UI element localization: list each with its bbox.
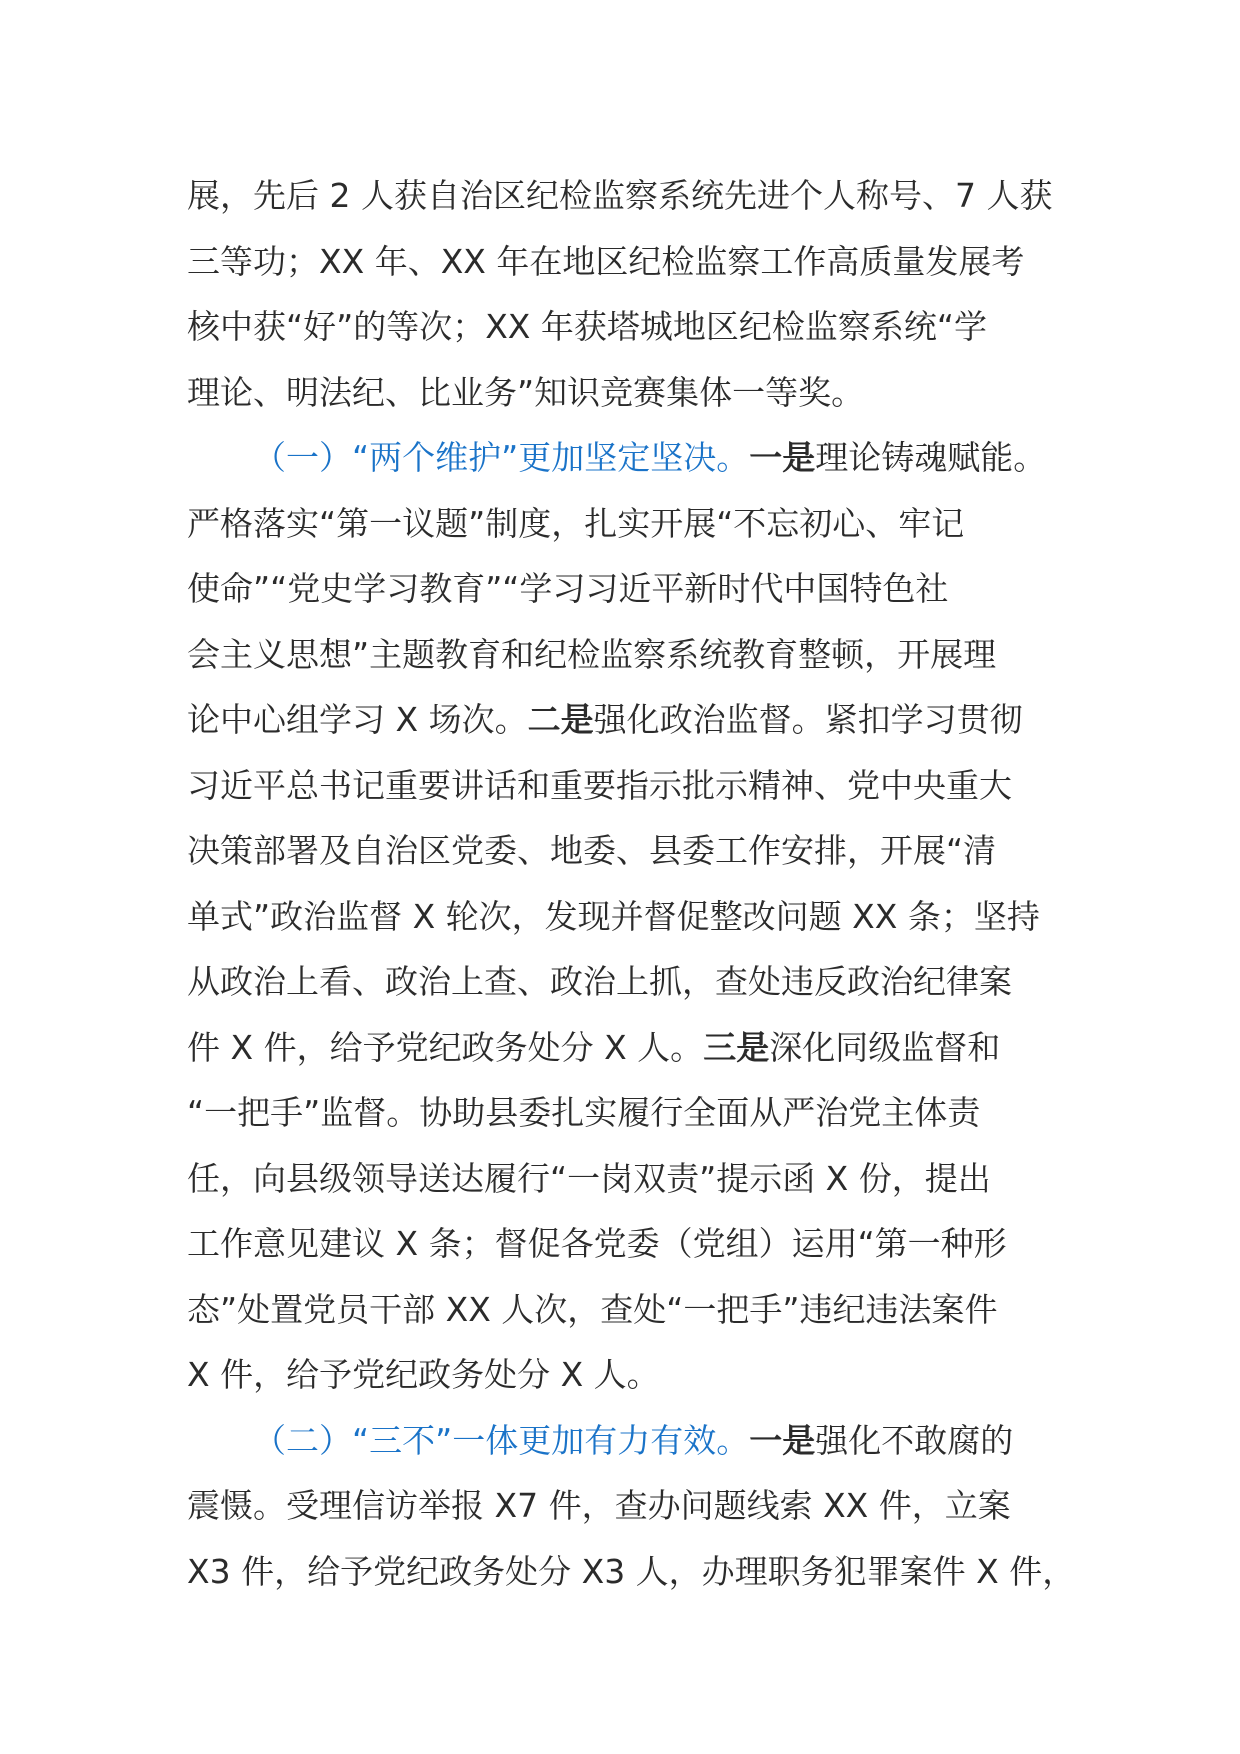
- section1-line-5: [187, 687, 1067, 753]
- intro-line-4: 理论、明法纪、比业务”知识竞赛集体一等奖。: [187, 372, 865, 412]
- intro-line-3: 核中获“好”的等次；XX 年获塔城地区纪检监察系统“学: [187, 307, 987, 346]
- section1-line-10-pre: 件 X 件，给予党纪政务处分 X 人。: [187, 1027, 704, 1067]
- section1-line-10-post: 深化同级监督和: [769, 1027, 1001, 1067]
- section2-point1-title: 强化不敢腐的: [815, 1420, 1014, 1460]
- section1-point2-label: 二是: [527, 700, 594, 739]
- section1-line-2: 严格落实“第一议题”制度，扎实开展“不忘初心、牢记: [187, 503, 965, 543]
- section1-line-5-post: 强化政治监督。紧扣学习贯彻: [593, 700, 1023, 739]
- section1-point1-label: 一是: [749, 438, 816, 477]
- section1-line-7: 决策部署及自治区党委、地委、县委工作安排，开展“清: [187, 831, 997, 870]
- section2-heading: （二）“三不”一体更加有力有效。: [253, 1420, 750, 1460]
- section1-heading: （一）“两个维护”更加坚定坚决。: [253, 438, 750, 477]
- section1-line-11: “一把手”监督。协助县委扎实履行全面从严治党主体责: [187, 1093, 981, 1132]
- section1-point1-title: 理论铸魂赋能。: [815, 438, 1047, 477]
- section1-line-10: [187, 1015, 1067, 1081]
- intro-line-2: 三等功；XX 年、XX 年在地区纪检监察工作高质量发展考: [187, 241, 1025, 281]
- section1-line-13: 工作意见建议 X 条；督促各党委（党组）运用“第一种形: [187, 1224, 1007, 1263]
- section1-line-6: 习近平总书记重要讲话和重要指示批示精神、党中央重大: [187, 765, 1012, 805]
- section1-point3-label: 三是: [703, 1027, 770, 1067]
- section2-line-2: 震慑。受理信访举报 X7 件，查办问题线索 XX 件，立案: [187, 1486, 1011, 1525]
- section1-line-4: 会主义思想”主题教育和纪检监察系统教育整顿，开展理: [187, 634, 997, 674]
- section1-line-8: 单式”政治监督 X 轮次，发现并督促整改问题 XX 条；坚持: [187, 896, 1040, 936]
- section1-line-14: 态”处置党员干部 XX 人次，查处“一把手”违纪违法案件: [187, 1289, 998, 1329]
- section2-line-3: X3 件，给予党纪政务处分 X3 人，办理职务犯罪案件 X 件，: [187, 1551, 1076, 1591]
- section2-line-1: [187, 1408, 1067, 1474]
- section1-line-5-pre: 论中心组学习 X 场次。: [187, 700, 528, 739]
- section1-line-15: X 件，给予党纪政务处分 X 人。: [187, 1355, 660, 1394]
- intro-line-1: 展，先后 2 人获自治区纪检监察系统先进个人称号、7 人获: [187, 176, 1053, 215]
- document-body: [187, 163, 1076, 1604]
- section1-line-12: 任，向县级领导送达履行“一岗双责”提示函 X 份，提出: [187, 1158, 991, 1198]
- section2-point1-label: 一是: [749, 1420, 816, 1460]
- section1-line-1: [187, 425, 1067, 491]
- section1-line-3: 使命”“党史学习教育”“学习习近平新时代中国特色社: [187, 569, 949, 608]
- section1-line-9: 从政治上看、政治上查、政治上抓，查处违反政治纪律案: [187, 962, 1012, 1001]
